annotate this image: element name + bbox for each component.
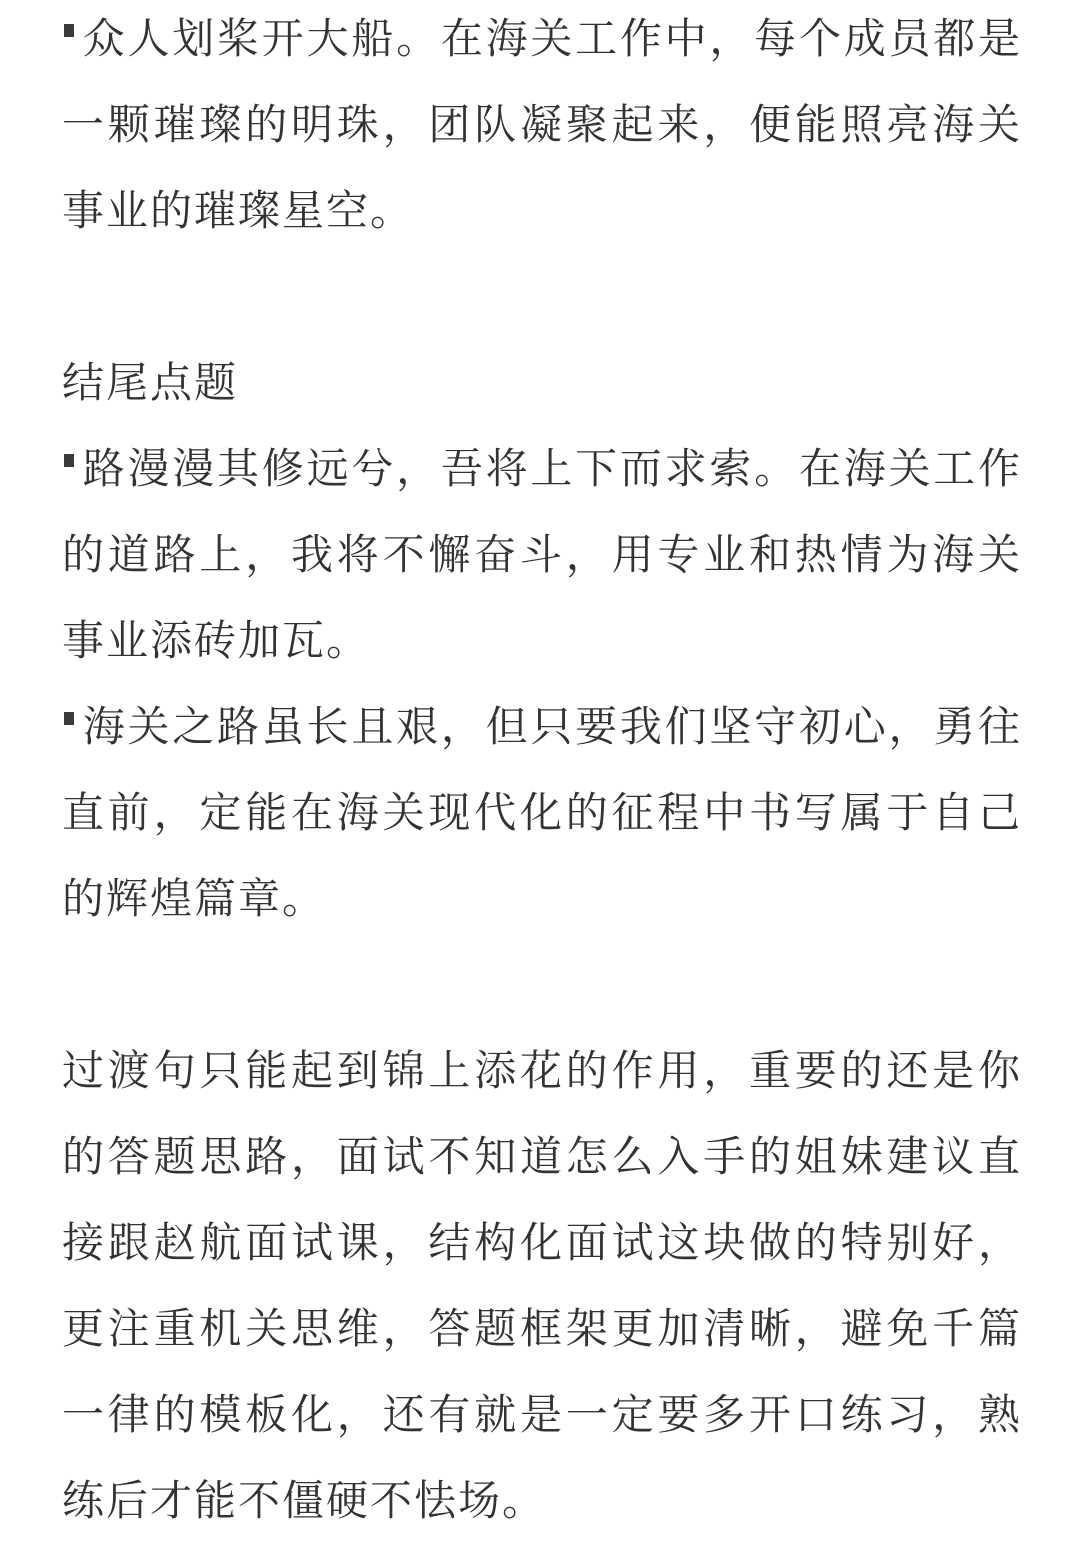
paragraph-text: 海关之路虽长且艰，但只要我们坚守初心，勇往直前，定能在海关现代化的征程中书写属于自己的辉煌篇章。 xyxy=(62,702,1022,923)
bullet-paragraph-journey xyxy=(62,426,1022,684)
square-bullet-icon xyxy=(64,24,74,37)
square-bullet-icon xyxy=(64,454,74,467)
paragraph-text: 路漫漫其修远兮，吾将上下而求索。在海关工作的道路上，我将不懈奋斗，用专业和热情为海关事业添砖加瓦。 xyxy=(62,444,1022,665)
paragraph-spacer xyxy=(62,254,1022,340)
closing-paragraph: 过渡句只能起到锦上添花的作用，重要的还是你的答题思路，面试不知道怎么入手的姐妹建议直接跟赵航面试课，结构化面试这块做的特别好，更注重机关思维，答题框架更加清晰，避免千篇一律的模板化，还有就是一定要多开口练习，熟练后才能不僵硬不怯场。 xyxy=(62,1046,1022,1525)
bullet-paragraph-original-aspiration xyxy=(62,684,1022,942)
bullet-paragraph-teamwork xyxy=(62,0,1022,254)
paragraph-text: 众人划桨开大船。在海关工作中，每个成员都是一颗璀璨的明珠，团队凝聚起来，便能照亮海关事业的璀璨星空。 xyxy=(62,14,1022,235)
square-bullet-icon xyxy=(64,712,74,725)
section-heading: 结尾点题 xyxy=(62,358,239,407)
paragraph-spacer xyxy=(62,942,1022,1028)
article-body xyxy=(62,0,1022,1544)
